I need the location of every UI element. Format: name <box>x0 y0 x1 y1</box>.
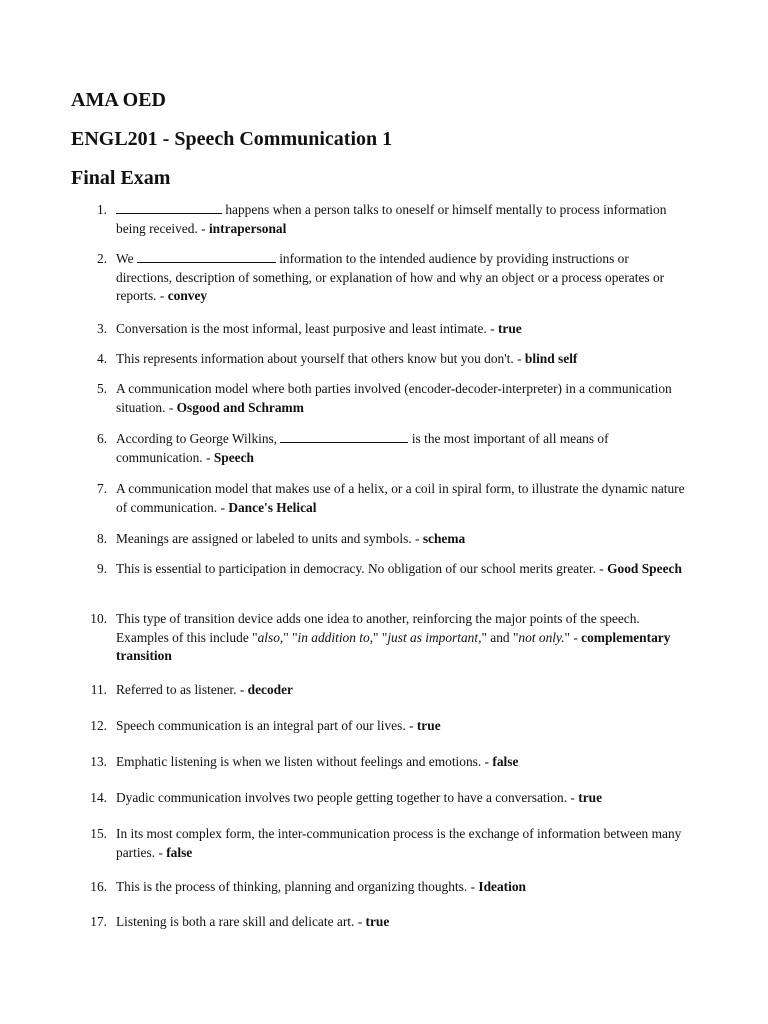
example-quote: in addition to, <box>297 629 374 645</box>
answer-text: true <box>497 321 522 336</box>
answer-text: intrapersonal <box>208 220 287 236</box>
question-number: 12. <box>90 718 107 733</box>
question-text: In its most complex form, the inter-communication process is the exchange of information between many parties. - <box>116 826 682 860</box>
question-text: Referred to as listener. - <box>116 682 248 697</box>
example-quote: not only. <box>518 629 565 645</box>
exam-title: Final Exam <box>71 167 171 189</box>
question-text: A communication model that makes use of a helix, or a coil in spiral form, to illustrate the dynamic nature of communication. - <box>116 481 685 515</box>
quote-separator: " - <box>564 629 582 645</box>
question-text: This is the process of thinking, planning and organizing thoughts. - <box>116 879 479 894</box>
question-number: 3. <box>96 321 107 336</box>
example-quote: also, <box>257 629 284 645</box>
question-number: 7. <box>96 481 107 496</box>
answer-text: complementary transition <box>116 629 671 663</box>
question-text: information to the intended audience by providing instructions or directions, description of something, or explanation of how and why an object or a process operates or reports. - <box>116 251 665 303</box>
quote-separator: " " <box>283 629 298 645</box>
question-text: Speech communication is an integral part of our lives. - <box>116 718 417 733</box>
quote-separator: " and " <box>481 629 519 645</box>
question-number: 2. <box>96 251 107 266</box>
quote-separator: " " <box>373 629 388 645</box>
answer-text: true <box>578 790 603 805</box>
answer-blank <box>116 201 222 214</box>
answer-text: true <box>365 914 390 929</box>
question-text-pre: We <box>116 251 137 266</box>
answer-text: Osgood and Schramm <box>176 399 304 415</box>
question-text: Conversation is the most informal, least purposive and least intimate. - <box>116 321 498 336</box>
answer-text: true <box>416 718 441 733</box>
question-number: 13. <box>90 754 107 769</box>
question-text-pre: According to George Wilkins, <box>116 431 281 446</box>
answer-blank <box>280 430 408 443</box>
question-text: This represents information about yourself that others know but you don't. - <box>116 351 525 366</box>
question-text: Listening is both a rare skill and delicate art. - <box>116 914 366 929</box>
answer-text: false <box>492 754 519 769</box>
question-text: This is essential to participation in democracy. No obligation of our school merits greater. - <box>116 561 608 576</box>
document-title: AMA OED <box>71 89 166 111</box>
question-text: is the most important of all means of communication. - <box>116 431 609 465</box>
answer-text: blind self <box>524 351 578 366</box>
answer-text: Good Speech <box>607 561 682 576</box>
question-number: 17. <box>90 914 107 929</box>
question-text: Dyadic communication involves two people getting together to have a conversation. - <box>116 790 579 805</box>
answer-text: Dance's Helical <box>228 499 317 515</box>
question-number: 5. <box>96 381 107 396</box>
answer-blank <box>137 250 276 263</box>
question-text: Emphatic listening is when we listen without feelings and emotions. - <box>116 754 493 769</box>
question-number: 16. <box>90 879 107 894</box>
question-number: 15. <box>90 826 107 841</box>
question-number: 10. <box>90 611 107 626</box>
question-number: 6. <box>96 431 107 446</box>
question-text: This type of transition device adds one idea to another, reinforcing the major points of the speech. Examples of this include " <box>116 611 640 645</box>
answer-text: Speech <box>213 449 254 465</box>
example-quote: just as important, <box>387 629 482 645</box>
question-number: 11. <box>90 682 107 697</box>
answer-text: false <box>166 844 193 860</box>
answer-text: schema <box>422 531 466 546</box>
course-title: ENGL201 - Speech Communication 1 <box>71 128 393 150</box>
question-number: 8. <box>96 531 107 546</box>
answer-text: decoder <box>247 682 293 697</box>
question-number: 4. <box>96 351 107 366</box>
question-number: 14. <box>90 790 107 805</box>
question-text: happens when a person talks to oneself or himself mentally to process information being received. - <box>116 202 667 236</box>
question-number: 9. <box>96 561 107 576</box>
question-text: A communication model where both parties involved (encoder-decoder-interpreter) in a communication situation. - <box>116 381 672 415</box>
answer-text: Ideation <box>478 879 526 894</box>
answer-text: convey <box>167 288 208 303</box>
question-number: 1. <box>96 202 107 217</box>
question-text: Meanings are assigned or labeled to units and symbols. - <box>116 531 423 546</box>
